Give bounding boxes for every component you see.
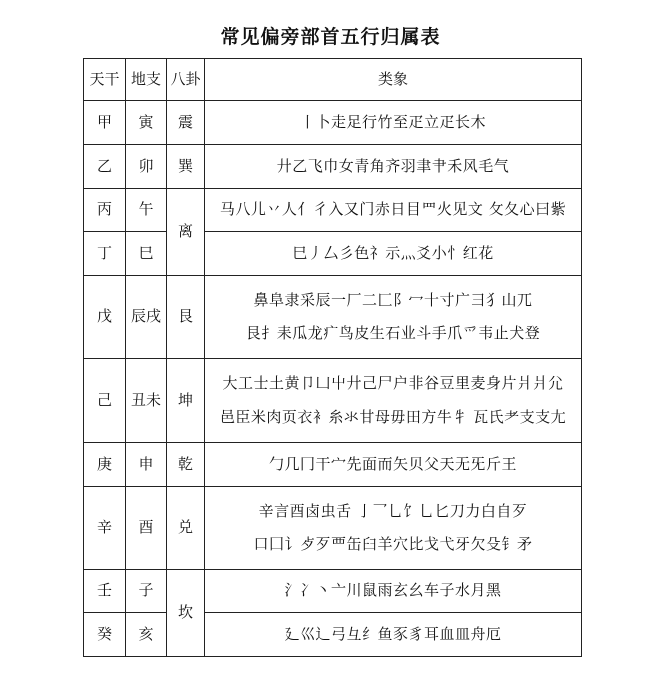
cell-tiangan: 乙 (84, 145, 126, 189)
cell-leixiang (205, 145, 582, 189)
cell-bagua: 巽 (167, 145, 205, 189)
cell-bagua: 离 (167, 189, 205, 276)
leixiang-line: 廾乙飞巾女青角齐羽聿肀禾风毛气 (276, 156, 510, 175)
header-bagua: 八卦 (167, 59, 205, 101)
leixiang-line: 鼻阜隶采辰一厂二匚阝冖十寸广彐犭山兀 (253, 290, 533, 309)
table-row (84, 613, 582, 657)
cell-dizhi: 丑未 (126, 359, 167, 443)
cell-leixiang (205, 101, 582, 145)
cell-tiangan: 庚 (84, 443, 126, 487)
leixiang-line: 氵冫丶亠川鼠雨玄幺车子水月黑 (284, 581, 502, 600)
cell-leixiang (205, 487, 582, 570)
cell-dizhi: 亥 (126, 613, 167, 657)
table-row (84, 232, 582, 276)
cell-bagua: 乾 (167, 443, 205, 487)
cell-dizhi: 午 (126, 189, 167, 232)
header-leixiang: 类象 (205, 59, 582, 101)
cell-tiangan: 丙 (84, 189, 126, 232)
leixiang-line: 勹几冂干宀先面而矢贝父天无旡斤王 (268, 454, 517, 473)
cell-tiangan: 甲 (84, 101, 126, 145)
cell-dizhi: 卯 (126, 145, 167, 189)
table-row (84, 443, 582, 487)
cell-dizhi: 寅 (126, 101, 167, 145)
header-dizhi: 地支 (126, 59, 167, 101)
cell-leixiang (205, 613, 582, 657)
table-header-row (84, 59, 582, 101)
leixiang-line: 邑臣米肉页衣衤糸氺甘母毋田方牛牜 瓦氏耂支支尢 (219, 407, 567, 426)
wuxing-table (83, 58, 582, 657)
table-row (84, 359, 582, 443)
table-body (84, 101, 582, 657)
cell-tiangan: 壬 (84, 570, 126, 613)
cell-dizhi: 巳 (126, 232, 167, 276)
cell-leixiang (205, 189, 582, 232)
leixiang-line: 巳丿厶彡色礻示灬爻小忄红花 (292, 243, 494, 262)
leixiang-line: 口囗讠歺歹覀缶臼羊穴比戈弋牙欠殳钅矛 (253, 535, 533, 553)
leixiang-line: 艮扌耒瓜龙疒鸟皮生石业斗手爪爫韦止犬登 (245, 324, 541, 342)
table-row (84, 145, 582, 189)
page-title: 常见偏旁部首五行归属表 (220, 26, 441, 48)
cell-dizhi: 申 (126, 443, 167, 487)
cell-tiangan: 戊 (84, 276, 126, 359)
cell-leixiang (205, 359, 582, 443)
leixiang-line: 大工士土黄卩凵屮廾己尸户非谷豆里麦身片爿爿尣 (222, 374, 564, 392)
table-row (84, 487, 582, 570)
cell-leixiang (205, 443, 582, 487)
cell-bagua: 坎 (167, 570, 205, 657)
cell-bagua: 震 (167, 101, 205, 145)
leixiang-line: 马八儿丷人亻彳入又门赤日目罒火见文 攵夂心曰紫 (219, 200, 567, 219)
cell-leixiang (205, 570, 582, 613)
header-tiangan: 天干 (84, 59, 126, 101)
leixiang-line: 廴巛辶弓彑纟鱼豕豸耳血皿舟厄 (284, 624, 502, 643)
cell-bagua: 兑 (167, 487, 205, 570)
cell-tiangan: 辛 (84, 487, 126, 570)
cell-leixiang (205, 276, 582, 359)
cell-leixiang (205, 232, 582, 276)
cell-tiangan: 己 (84, 359, 126, 443)
table-row (84, 189, 582, 232)
cell-bagua: 艮 (167, 276, 205, 359)
cell-dizhi: 子 (126, 570, 167, 613)
cell-dizhi: 酉 (126, 487, 167, 570)
table-row (84, 101, 582, 145)
leixiang-line: 辛言酉卤虫舌 亅乛乚饣乚匕刀力白自歹 (258, 501, 528, 520)
leixiang-line: 丨卜走足行竹至疋立疋长木 (299, 112, 486, 131)
cell-tiangan: 丁 (84, 232, 126, 276)
cell-tiangan: 癸 (84, 613, 126, 657)
cell-bagua: 坤 (167, 359, 205, 443)
table-row (84, 276, 582, 359)
cell-dizhi: 辰戌 (126, 276, 167, 359)
table-row (84, 570, 582, 613)
